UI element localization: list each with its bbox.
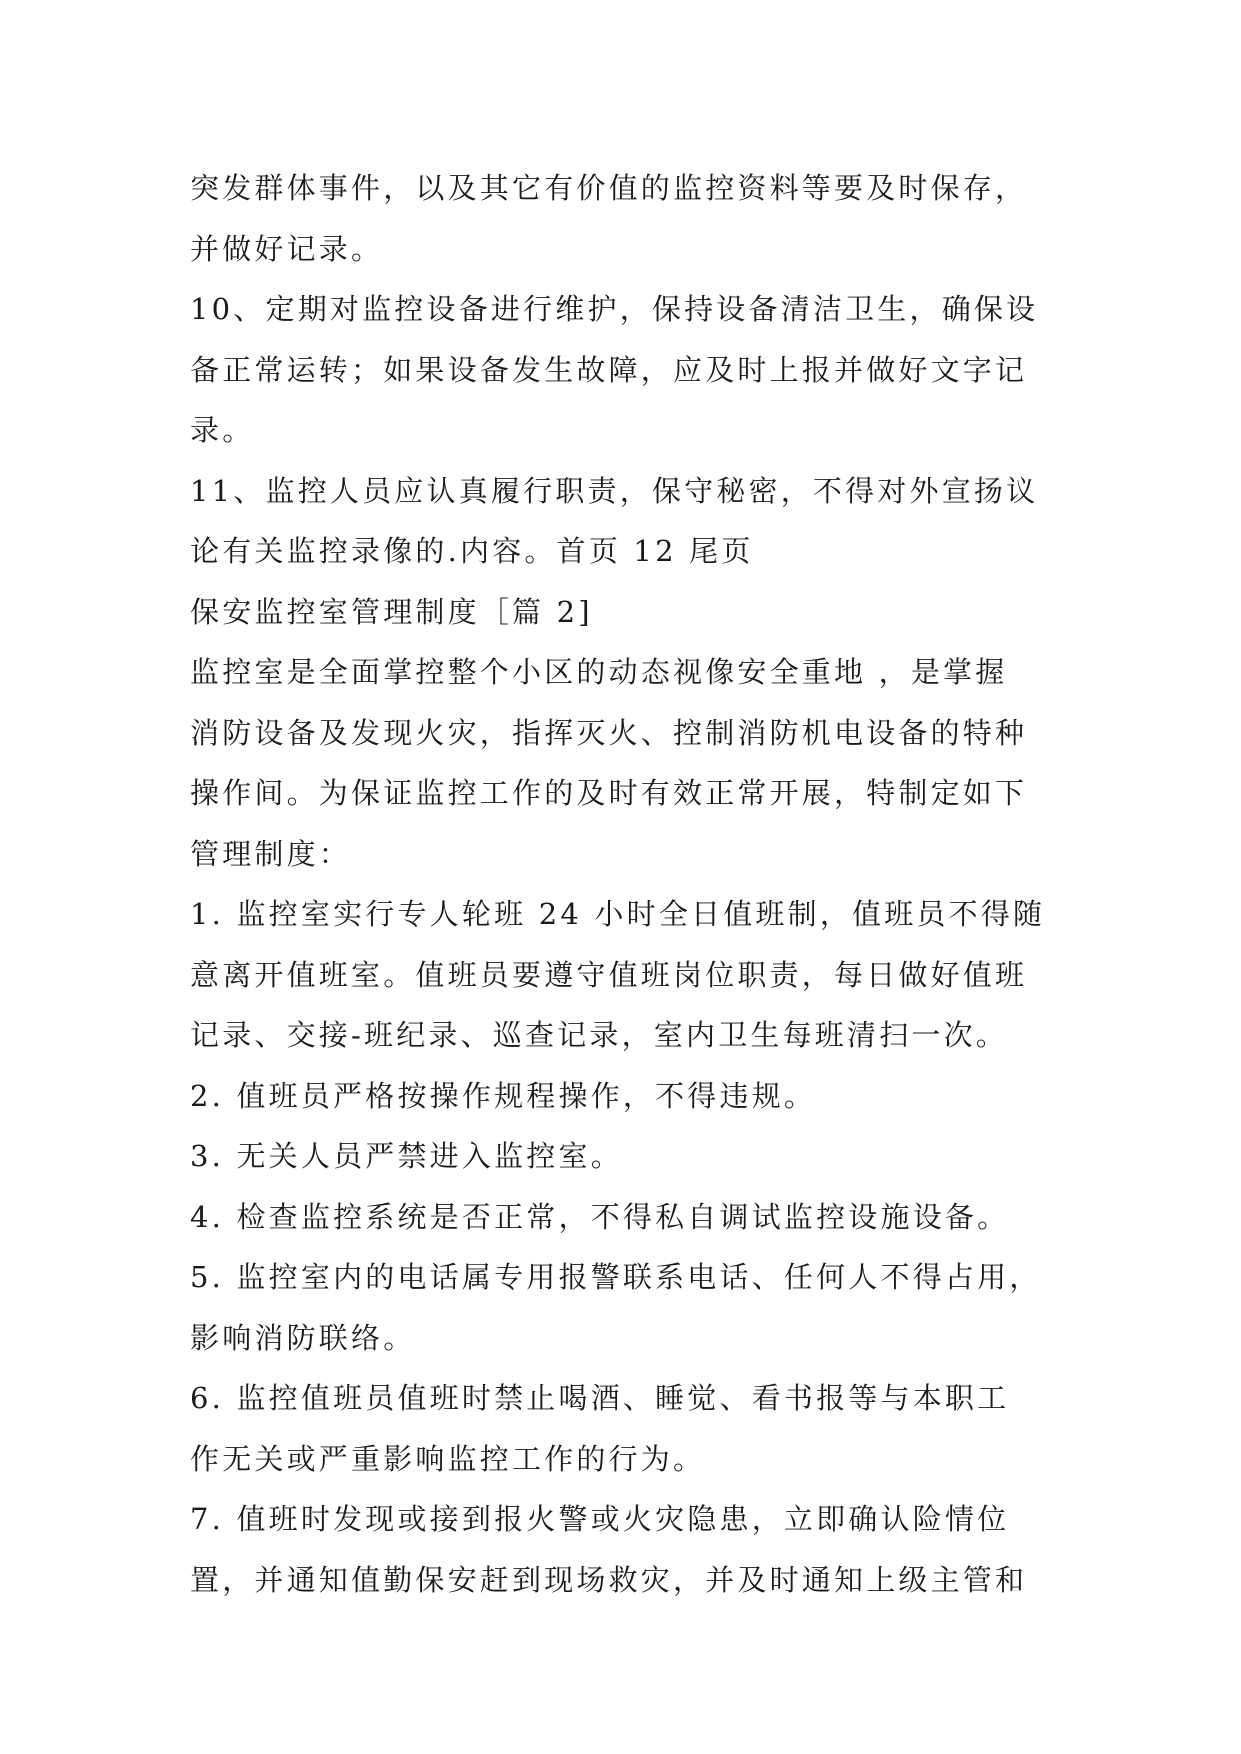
text-line: 管理制度： <box>190 836 352 871</box>
text-line: 4. 检查监控系统是否正常，不得私自调试监控设施设备。 <box>190 1199 1010 1234</box>
text-line: 录。 <box>190 413 255 447</box>
text-line: 监控室是全面掌控整个小区的动态视像安全重地 ，是掌握 <box>190 655 1008 689</box>
section-heading: 保安监控室管理制度［篇 2] <box>190 594 593 629</box>
text-line: 论有关监控录像的.内容。首页 12 尾页 <box>190 534 754 568</box>
text-line: 置，并通知值勤保安赶到现场救灾，并及时通知上级主管和 <box>190 1562 1028 1597</box>
text-line: 7. 值班时发现或接到报火警或火灾隐患，立即确认险情位 <box>190 1502 1010 1536</box>
text-line: 3. 无关人员严禁进入监控室。 <box>190 1139 623 1173</box>
text-line: 备正常运转；如果设备发生故障，应及时上报并做好文字记 <box>190 352 1028 387</box>
text-line: 11、监控人员应认真履行职责，保守秘密，不得对外宣扬议 <box>190 473 1039 508</box>
text-line: 影响消防联络。 <box>190 1320 416 1355</box>
text-line: 作无关或严重影响监控工作的行为。 <box>190 1441 706 1476</box>
text-line: 操作间。为保证监控工作的及时有效正常开展，特制定如下 <box>190 776 1028 810</box>
text-line: 并做好记录。 <box>190 231 384 266</box>
text-line: 突发群体事件，以及其它有价值的监控资料等要及时保存， <box>190 171 1028 205</box>
text-line: 记录、交接-班纪录、巡查记录，室内卫生每班清扫一次。 <box>190 1018 1008 1052</box>
text-line: 消防设备及发现火灾，指挥灭火、控制消防机电设备的特种 <box>190 715 1028 750</box>
document-body <box>190 158 1070 1610</box>
text-line: 1. 监控室实行专人轮班 24 小时全日值班制，值班员不得随 <box>190 897 1046 931</box>
text-line: 5. 监控室内的电话属专用报警联系电话、任何人不得占用， <box>190 1260 1042 1294</box>
text-line: 10、定期对监控设备进行维护，保持设备清洁卫生，确保设 <box>190 292 1039 326</box>
text-line: 2. 值班员严格按操作规程操作，不得违规。 <box>190 1078 817 1113</box>
text-line: 意离开值班室。值班员要遵守值班岗位职责，每日做好值班 <box>190 957 1028 992</box>
text-line: 6. 监控值班员值班时禁止喝酒、睡觉、看书报等与本职工 <box>190 1381 1010 1415</box>
